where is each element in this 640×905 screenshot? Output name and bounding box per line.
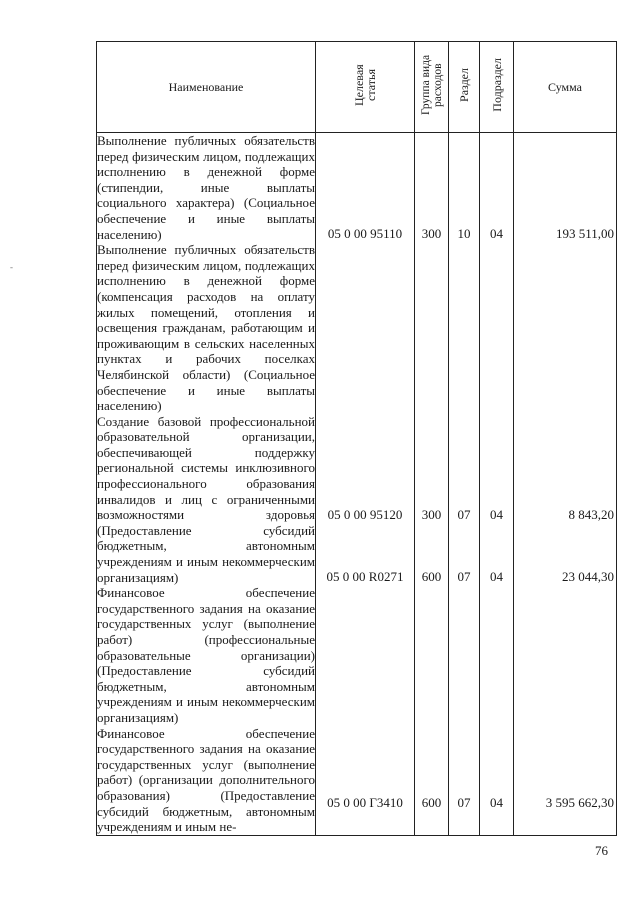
header-section [449,42,480,133]
article-value: 05 0 00 R0271 [326,569,404,584]
sum-value: 3 595 662,30 [545,795,614,810]
article-value: 05 0 00 95110 [327,226,403,241]
sum-value: 23 044,30 [562,569,614,584]
header-subsection-text: Подраздел [489,58,504,112]
header-article-text: Целевая статья [352,64,378,106]
header-subsection [480,42,514,133]
header-sum: Сумма [514,42,617,133]
section-value: 07 [457,569,471,584]
item-text: Создание базовой профессиональной образовательной организации, обеспечивающей поддержку региональной системы инклюзивного профессионального образования инвалидов и лиц с ограниченными возможностями здоровья (Предоставление субсидий бюджетным, автономным учреждениям и иным некоммерческим организациям) [97,413,315,585]
subsection-value: 04 [490,226,503,241]
subsection-value: 04 [490,569,503,584]
margin-mark: - [10,262,13,272]
article-cell [316,133,415,836]
header-name: Наименование [97,42,316,133]
article-value: 05 0 00 Г3410 [327,795,403,810]
sum-value: 193 511,00 [555,226,614,241]
section-value: 07 [457,795,471,810]
header-row [97,42,617,133]
group-cell [415,133,449,836]
header-section-text: Раздел [457,68,471,102]
group-value: 600 [421,795,442,810]
section-value: 10 [457,226,471,241]
header-article [316,42,415,133]
items-text-cell [97,133,316,836]
subsection-cell [480,133,514,836]
sum-cell [514,133,617,836]
item-text: Финансовое обеспечение государственного задания на оказание государственных услуг (выполнение работ) (профессиональные образовательные организации) (Предоставление субсидий бюджетным, автономным учреждениям и иным некоммерческим организациям) [97,585,315,725]
item-text: Выполнение публичных обязательств перед физическим лицом, подлежащих исполнению в денежной форме (стипендии, иные выплаты социального характера) (Социальное обеспечение и иные выплаты населению) [97,133,315,242]
header-group-text: Группа вида расходов [419,54,444,116]
item-text: Выполнение публичных обязательств перед физическим лицом, подлежащих исполнению в денежной форме (компенсация расходов на оплату жилых помещений, отопления и освещения гражданам, работающим и проживающим в сельских населенных пунктах и рабочих поселках Челябинской области) (Социальное обеспечение и иные выплаты населению) [97,242,315,414]
subsection-value: 04 [490,507,503,522]
group-value: 300 [421,507,442,522]
budget-table [96,41,617,836]
article-value: 05 0 00 95120 [327,507,403,522]
item-text: Финансовое обеспечение государственного задания на оказание государственных услуг (выполнение работ) (организации дополнительного образования) (Предоставление субсидий бюджетным, автономным учреждениям и иным не- [97,725,315,835]
table-row [97,133,617,836]
header-group [415,42,449,133]
group-value: 300 [421,226,442,241]
section-value: 07 [457,507,471,522]
group-value: 600 [421,569,442,584]
subsection-value: 04 [490,795,503,810]
sum-value: 8 843,20 [568,507,614,522]
section-cell [449,133,480,836]
page-number: 76 [595,843,608,858]
